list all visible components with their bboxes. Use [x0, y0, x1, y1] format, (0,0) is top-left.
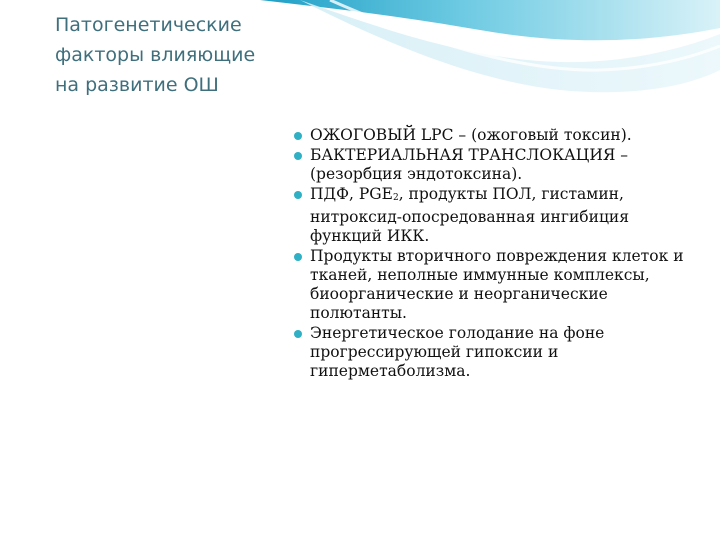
- bullet-text: БАКТЕРИАЛЬНАЯ ТРАНСЛОКАЦИЯ – (резорбция эндотоксина).: [310, 146, 629, 183]
- wave-dark: [260, 0, 720, 40]
- bullet-dot-icon: [294, 132, 302, 140]
- bullet-dot-icon: [294, 191, 302, 199]
- bullet-text-end: , продукты ПОЛ, гистамин, нитроксид-опосредованная ингибиция функций ИКК.: [310, 185, 630, 245]
- bullet-dot-icon: [294, 253, 302, 261]
- bullet-text: Энергетическое голодание на фоне прогрессирующей гипоксии и гиперметаболизма.: [310, 324, 605, 380]
- slide-title: Патогенетические факторы влияющие на развитие ОШ: [55, 14, 256, 96]
- list-item: [294, 324, 699, 381]
- bullet-text: Продукты вторичного повреждения клеток и тканей, неполные иммунные комплексы, биоорганические и неорганические полютанты.: [310, 247, 684, 322]
- bullet-text: [310, 185, 629, 245]
- subscript-text: 2: [392, 193, 399, 203]
- bullet-list: [294, 126, 699, 382]
- list-item: [294, 247, 699, 323]
- bullet-text-start: ПДФ, PGE: [310, 185, 393, 203]
- bullet-text: ОЖОГОВЫЙ LPC – (ожоговый токсин).: [310, 126, 632, 144]
- bullet-dot-icon: [294, 152, 302, 160]
- list-item: [294, 126, 699, 145]
- bullet-dot-icon: [294, 330, 302, 338]
- list-item: [294, 146, 699, 184]
- list-item: [294, 185, 699, 246]
